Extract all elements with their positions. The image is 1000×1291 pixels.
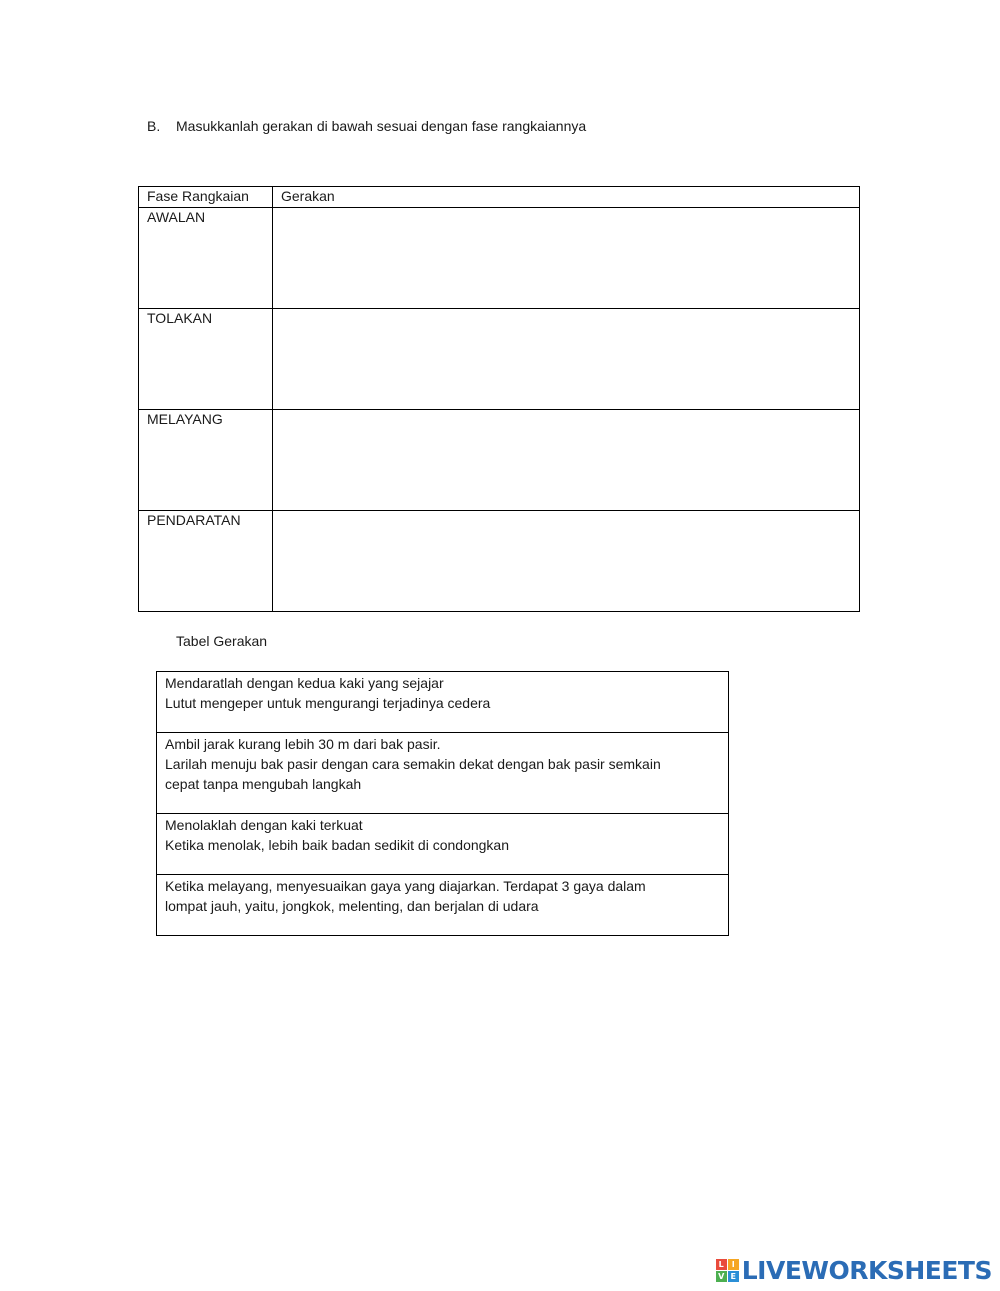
move-row [157,733,729,814]
header-phase: Fase Rangkaian [139,187,273,208]
move-text: Ketika menolak, lebih baik badan sedikit di condongkan [165,837,510,853]
phase-label: AWALAN [139,208,273,309]
move-item[interactable] [157,875,729,936]
phase-row-pendaratan [139,511,860,612]
logo-letter: E [728,1271,739,1282]
move-row [157,672,729,733]
phase-label: MELAYANG [139,410,273,511]
phase-table-header [139,187,860,208]
move-text: Menolaklah dengan kaki terkuat [165,817,363,833]
phase-label: TOLAKAN [139,309,273,410]
move-text: Larilah menuju bak pasir dengan cara semakin dekat dengan bak pasir semkain [165,756,661,772]
instruction-letter: B. [147,118,161,134]
phase-label: PENDARATAN [139,511,273,612]
move-row [157,814,729,875]
move-text: Ketika melayang, menyesuaikan gaya yang diajarkan. Terdapat 3 gaya dalam [165,878,646,894]
move-text: lompat jauh, yaitu, jongkok, melenting, dan berjalan di udara [165,898,539,914]
move-row [157,875,729,936]
phase-row-awalan [139,208,860,309]
liveworksheets-logo [716,1256,992,1285]
move-text: Lutut mengeper untuk mengurangi terjadinya cedera [165,695,491,711]
answer-drop-zone-awalan[interactable] [273,208,860,309]
move-item[interactable] [157,672,729,733]
move-item[interactable] [157,814,729,875]
phase-row-tolakan [139,309,860,410]
instruction-text: Masukkanlah gerakan di bawah sesuai dengan fase rangkaiannya [176,118,587,134]
instruction [147,118,586,134]
phase-row-melayang [139,410,860,511]
logo-letter: V [716,1271,727,1282]
answer-drop-zone-pendaratan[interactable] [273,511,860,612]
move-text: Ambil jarak kurang lebih 30 m dari bak pasir. [165,736,441,752]
logo-mark-icon [716,1259,739,1282]
move-item[interactable] [157,733,729,814]
logo-letter: L [716,1259,727,1270]
move-text: cepat tanpa mengubah langkah [165,776,362,792]
moves-table [156,671,729,936]
answer-drop-zone-tolakan[interactable] [273,309,860,410]
phase-table [138,186,860,612]
logo-letter: I [728,1259,739,1270]
brand-name: LIVEWORKSHEETS [741,1256,992,1285]
move-text: Mendaratlah dengan kedua kaki yang sejajar [165,675,444,691]
answer-drop-zone-melayang[interactable] [273,410,860,511]
moves-table-caption: Tabel Gerakan [176,633,268,649]
header-movement: Gerakan [273,187,860,208]
